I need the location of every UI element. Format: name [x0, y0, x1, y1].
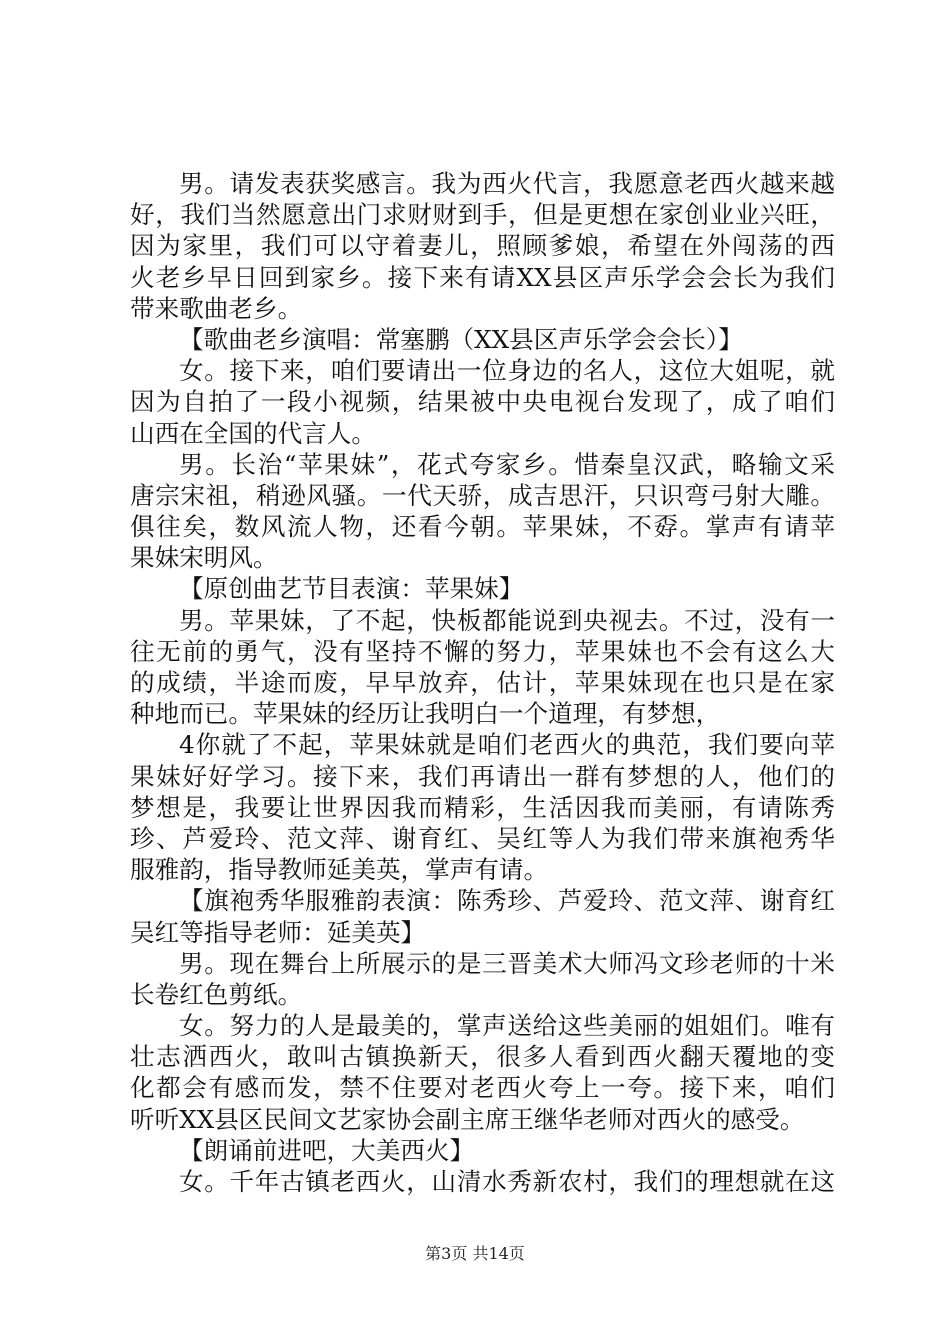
program-heading: 【朗诵前进吧，大美西火】: [179, 1135, 475, 1165]
paragraph-line: 梦想是，我要让世界因我而精彩，生活因我而美丽，有请陈秀: [130, 792, 835, 822]
paragraph-line: 果妹宋明风。: [130, 543, 278, 573]
paragraph-line: 果妹好好学习。接下来，我们再请出一群有梦想的人，他们的: [130, 761, 835, 791]
paragraph-line: 女。努力的人是最美的，掌声送给这些美丽的姐姐们。唯有: [179, 1011, 835, 1041]
paragraph-line: 壮志洒西火，敢叫古镇换新天，很多人看到西火翻天覆地的变: [130, 1042, 835, 1072]
program-heading: 【旗袍秀华服雅韵表演：陈秀珍、芦爱玲、范文萍、谢育红: [179, 886, 835, 916]
paragraph-line: 男。请发表获奖感言。我为西火代言，我愿意老西火越来越: [179, 169, 835, 198]
page-footer: 第3页 共14页: [425, 1244, 525, 1263]
paragraph-line: 服雅韵，指导教师延美英，掌声有请。: [130, 855, 549, 885]
paragraph-line: 听听XX县区民间文艺家协会副主席王继华老师对西火的感受。: [130, 1104, 805, 1134]
program-heading: 吴红等指导老师：延美英】: [130, 917, 426, 947]
paragraph-line: 山西在全国的代言人。: [130, 418, 376, 448]
paragraph-line: 化都会有感而发，禁不住要对老西火夸上一夸。接下来，咱们: [130, 1073, 835, 1103]
paragraph-line: 好，我们当然愿意出门求财财到手，但是更想在家创业业兴旺，: [130, 200, 835, 230]
paragraph-line: 唐宗宋祖，稍逊风骚。一代天骄，成吉思汗，只识弯弓射大雕。: [130, 480, 835, 510]
paragraph-line: 4你就了不起，苹果妹就是咱们老西火的典范，我们要向苹: [179, 730, 835, 760]
program-heading: 【歌曲老乡演唱：常塞鹏（XX县区声乐学会会长）】: [179, 324, 743, 354]
paragraph-line: 因为家里，我们可以守着妻儿，照顾爹娘，希望在外闯荡的西: [130, 231, 835, 261]
program-heading: 【原创曲艺节目表演：苹果妹】: [179, 574, 524, 604]
paragraph-line: 种地而已。苹果妹的经历让我明白一个道理，有梦想，: [130, 699, 721, 729]
paragraph-line: 俱往矣，数风流人物，还看今朝。苹果妹，不孬。掌声有请苹: [130, 512, 835, 542]
paragraph-line: 男。长治“苹果妹”，花式夸家乡。惜秦皇汉武，略输文采: [179, 449, 835, 479]
paragraph-line: 带来歌曲老乡。: [130, 293, 303, 323]
paragraph-line: 往无前的勇气，没有坚持不懈的努力，苹果妹也不会有这么大: [130, 636, 835, 666]
document-body: [130, 168, 835, 1197]
paragraph-line: 的成绩，半途而废，早早放弃，估计，苹果妹现在也只是在家: [130, 668, 835, 697]
paragraph-line: 女。千年古镇老西火，山清水秀新农村，我们的理想就在这: [179, 1167, 835, 1196]
paragraph-line: 女。接下来，咱们要请出一位身边的名人，这位大姐呢，就: [179, 356, 835, 386]
paragraph-line: 长卷红色剪纸。: [130, 979, 303, 1009]
paragraph-line: 珍、芦爱玲、范文萍、谢育红、吴红等人为我们带来旗袍秀华: [130, 823, 835, 853]
paragraph-line: 男。苹果妹，了不起，快板都能说到央视去。不过，没有一: [179, 605, 835, 635]
paragraph-line: 火老乡早日回到家乡。接下来有请XX县区声乐学会会长为我们: [130, 262, 835, 292]
paragraph-line: 因为自拍了一段小视频，结果被中央电视台发现了，成了咱们: [130, 387, 835, 417]
paragraph-line: 男。现在舞台上所展示的是三晋美术大师冯文珍老师的十米: [179, 948, 835, 978]
